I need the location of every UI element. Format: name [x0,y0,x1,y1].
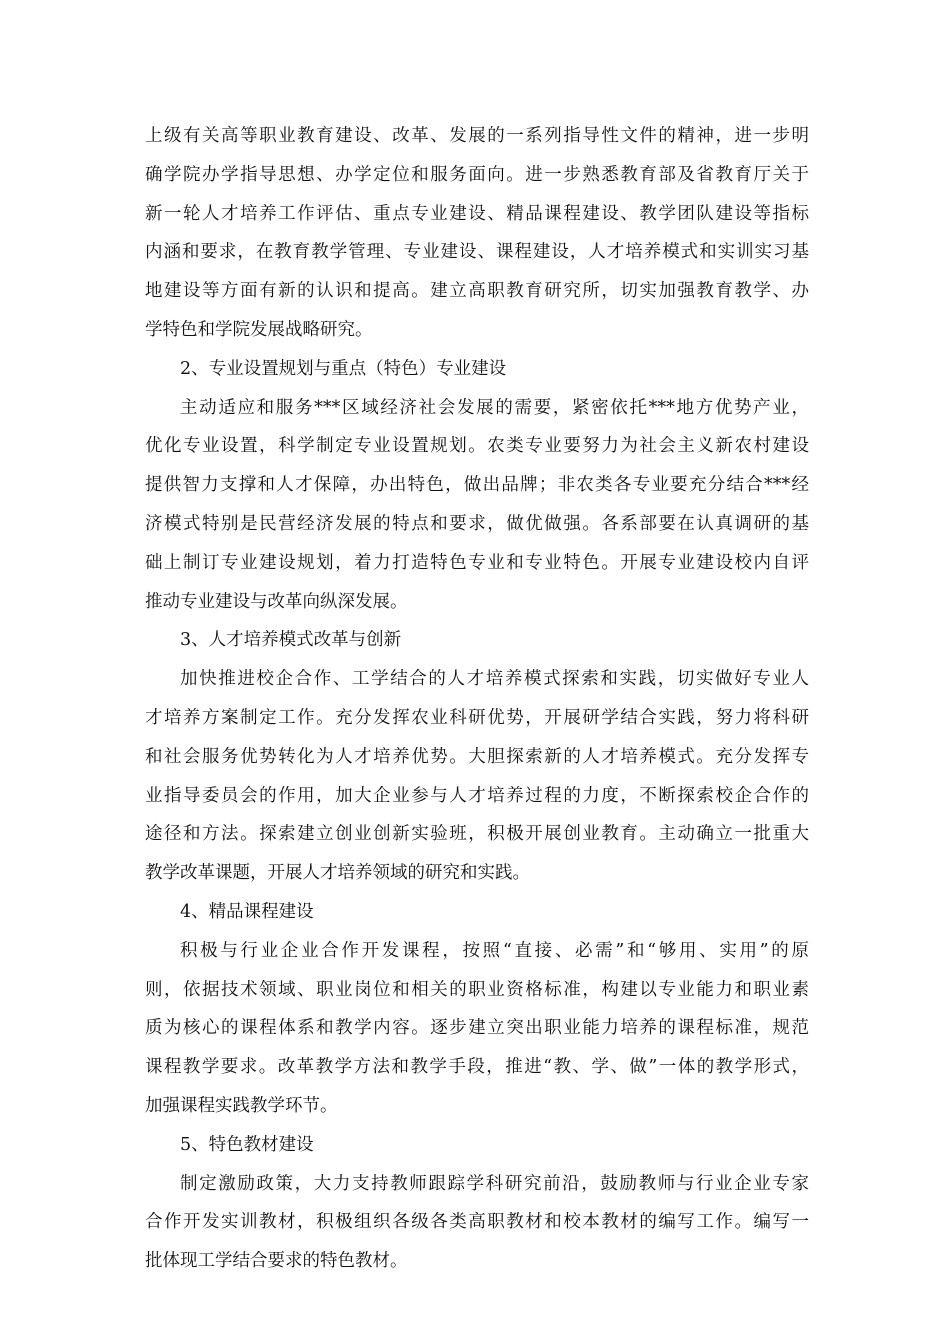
document-body [145,117,809,1281]
paragraph-line: 础上制订专业建设规划，着力打造特色专业和专业特色。开展专业建设校内自评 [145,552,809,573]
paragraph-line: 业指导委员会的作用，加大企业参与人才培养过程的力度，不断探索校企合作的 [145,785,809,806]
paragraph-line: 提供智力支撑和人才保障，办出特色，做出品牌；非农类各专业要充分结合***经 [145,475,809,496]
paragraph-last-line: 教学改革课题，开展人才培养领域的研究和实践。 [145,863,530,884]
paragraph-line: 则，依据技术领域、职业岗位和相关的职业资格标准，构建以专业能力和职业素 [145,979,809,1000]
paragraph-line: 才培养方案制定工作。充分发挥农业科研优势，开展研学结合实践，努力将科研 [145,707,809,728]
paragraph-first-line: 积极与行业企业合作开发课程，按照“直接、必需”和“够用、实用”的原 [180,940,809,961]
paragraph-first-line: 制定激励政策，大力支持教师跟踪学科研究前沿，鼓励教师与行业企业专家 [180,1173,809,1194]
paragraph-line: 途径和方法。探索建立创业创新实验班，积极开展创业教育。主动确立一批重大 [145,824,809,845]
paragraph-line: 课程教学要求。改革教学方法和教学手段，推进“教、学、做”一体的教学形式， [145,1057,809,1078]
section-heading: 4、精品课程建设 [180,901,314,922]
paragraph-last-line: 批体现工学结合要求的特色教材。 [145,1251,408,1272]
paragraph-line: 确学院办学指导思想、办学定位和服务面向。进一步熟悉教育部及省教育厅关于 [145,164,809,185]
paragraph-line: 上级有关高等职业教育建设、改革、发展的一系列指导性文件的精神，进一步明 [145,126,809,146]
paragraph-line: 合作开发实训教材，积极组织各级各类高职教材和校本教材的编写工作。编写一 [145,1212,809,1233]
paragraph-line: 和社会服务优势转化为人才培养优势。大胆探索新的人才培养模式。充分发挥专 [145,746,809,767]
paragraph-line: 质为核心的课程体系和教学内容。逐步建立突出职业能力培养的课程标准，规范 [145,1018,809,1039]
paragraph-line: 济模式特别是民营经济发展的特点和要求，做优做强。各系部要在认真调研的基 [145,513,809,534]
paragraph-last-line: 推动专业建设与改革向纵深发展。 [145,591,408,612]
paragraph-last-line: 加强课程实践教学环节。 [145,1095,338,1116]
paragraph-first-line: 主动适应和服务***区域经济社会发展的需要，紧密依托***地方优势产业， [180,397,809,418]
paragraph-last-line: 学特色和学院发展战略研究。 [145,319,373,340]
section-heading: 5、特色教材建设 [180,1134,314,1155]
section-heading: 3、人才培养模式改革与创新 [180,630,402,651]
paragraph-line: 内涵和要求，在教育教学管理、专业建设、课程建设，人才培养模式和实训实习基 [145,242,809,263]
paragraph-line: 优化专业设置，科学制定专业设置规划。农类专业要努力为社会主义新农村建设 [145,436,809,457]
paragraph-line: 地建设等方面有新的认识和提高。建立高职教育研究所，切实加强教育教学、办 [145,281,809,302]
section-heading: 2、专业设置规划与重点（特色）专业建设 [180,358,507,379]
paragraph-first-line: 加快推进校企合作、工学结合的人才培养模式探索和实践，切实做好专业人 [180,669,809,690]
paragraph-line: 新一轮人才培养工作评估、重点专业建设、精品课程建设、教学团队建设等指标 [145,203,809,224]
